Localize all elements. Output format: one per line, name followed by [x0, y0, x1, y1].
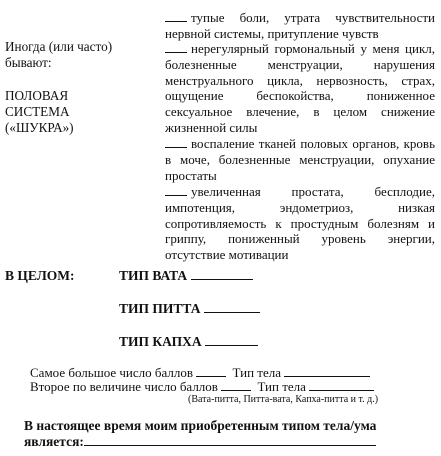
- system-title-line-2: СИСТЕМА: [5, 104, 70, 119]
- checkbox-blank-1[interactable]: [165, 12, 187, 22]
- kapha-row: [119, 334, 258, 350]
- checkbox-blank-2[interactable]: [165, 43, 187, 53]
- highest-score-label: Самое большое число баллов: [30, 365, 194, 380]
- acquired-line-1: В настоящее время моим приобретенным типом тела/ума: [24, 418, 377, 433]
- pitta-row: [119, 301, 260, 317]
- summary-label: В ЦЕЛОМ:: [5, 268, 75, 283]
- symptom-text-2: нерегулярный гормональный у меня цикл, болезненные менструации, нарушения менструального цикла, нервозность, страх, ощущение беспокойства, пониженное сексуальное влечение, в целом снижение жизненной силы: [165, 41, 435, 135]
- symptom-text-3: воспаление тканей половых органов, кровь в моче, болезненные менструации, опухание простаты: [165, 136, 435, 183]
- symptom-text-1: тупые боли, утрата чувствительности нервной системы, притупление чувств: [165, 10, 435, 41]
- symptom-item-4: [165, 184, 435, 263]
- system-title: [5, 88, 155, 136]
- highest-body-type-blank[interactable]: [284, 365, 370, 377]
- symptom-item-1: [165, 10, 435, 42]
- symptom-text-4: увеличенная простата, бесплодие, импотенция, эндометриоз, низкая сопротивляемость к простудным болезням и гриппу, пониженный уровень энергии, отсутствие мотивации: [165, 184, 435, 263]
- sometimes-label: Иногда (или часто) бывают:: [5, 39, 113, 70]
- pitta-blank[interactable]: [204, 301, 260, 313]
- acquired-label: является:: [24, 434, 84, 449]
- second-body-type-label: Тип тела: [257, 379, 306, 394]
- system-title-line-3: («ШУКРА»): [5, 120, 74, 135]
- checkbox-blank-3[interactable]: [165, 138, 187, 148]
- system-title-line-1: ПОЛОВАЯ: [5, 88, 69, 103]
- checkbox-blank-4[interactable]: [165, 186, 187, 196]
- second-score-blank[interactable]: [221, 379, 251, 391]
- symptom-item-2: [165, 41, 435, 136]
- highest-score-blank[interactable]: [196, 365, 226, 377]
- acquired-row: [24, 434, 376, 450]
- symptom-item-3: [165, 136, 435, 183]
- examples-note: (Вата-питта, Питта-вата, Капха-питта и т. д.): [188, 394, 379, 405]
- kapha-label: ТИП КАПХА: [119, 334, 202, 349]
- second-score-row: [30, 379, 374, 395]
- pitta-label: ТИП ПИТТА: [119, 301, 201, 316]
- vata-label: ТИП ВАТА: [119, 268, 188, 283]
- second-score-label: Второе по величине число баллов: [30, 379, 218, 394]
- highest-body-type-label: Тип тела: [232, 365, 282, 380]
- second-body-type-blank[interactable]: [309, 379, 374, 391]
- symptom-list: [165, 10, 435, 263]
- vata-row: [119, 268, 253, 284]
- vata-blank[interactable]: [191, 268, 253, 280]
- acquired-blank[interactable]: [84, 434, 376, 446]
- kapha-blank[interactable]: [205, 334, 258, 346]
